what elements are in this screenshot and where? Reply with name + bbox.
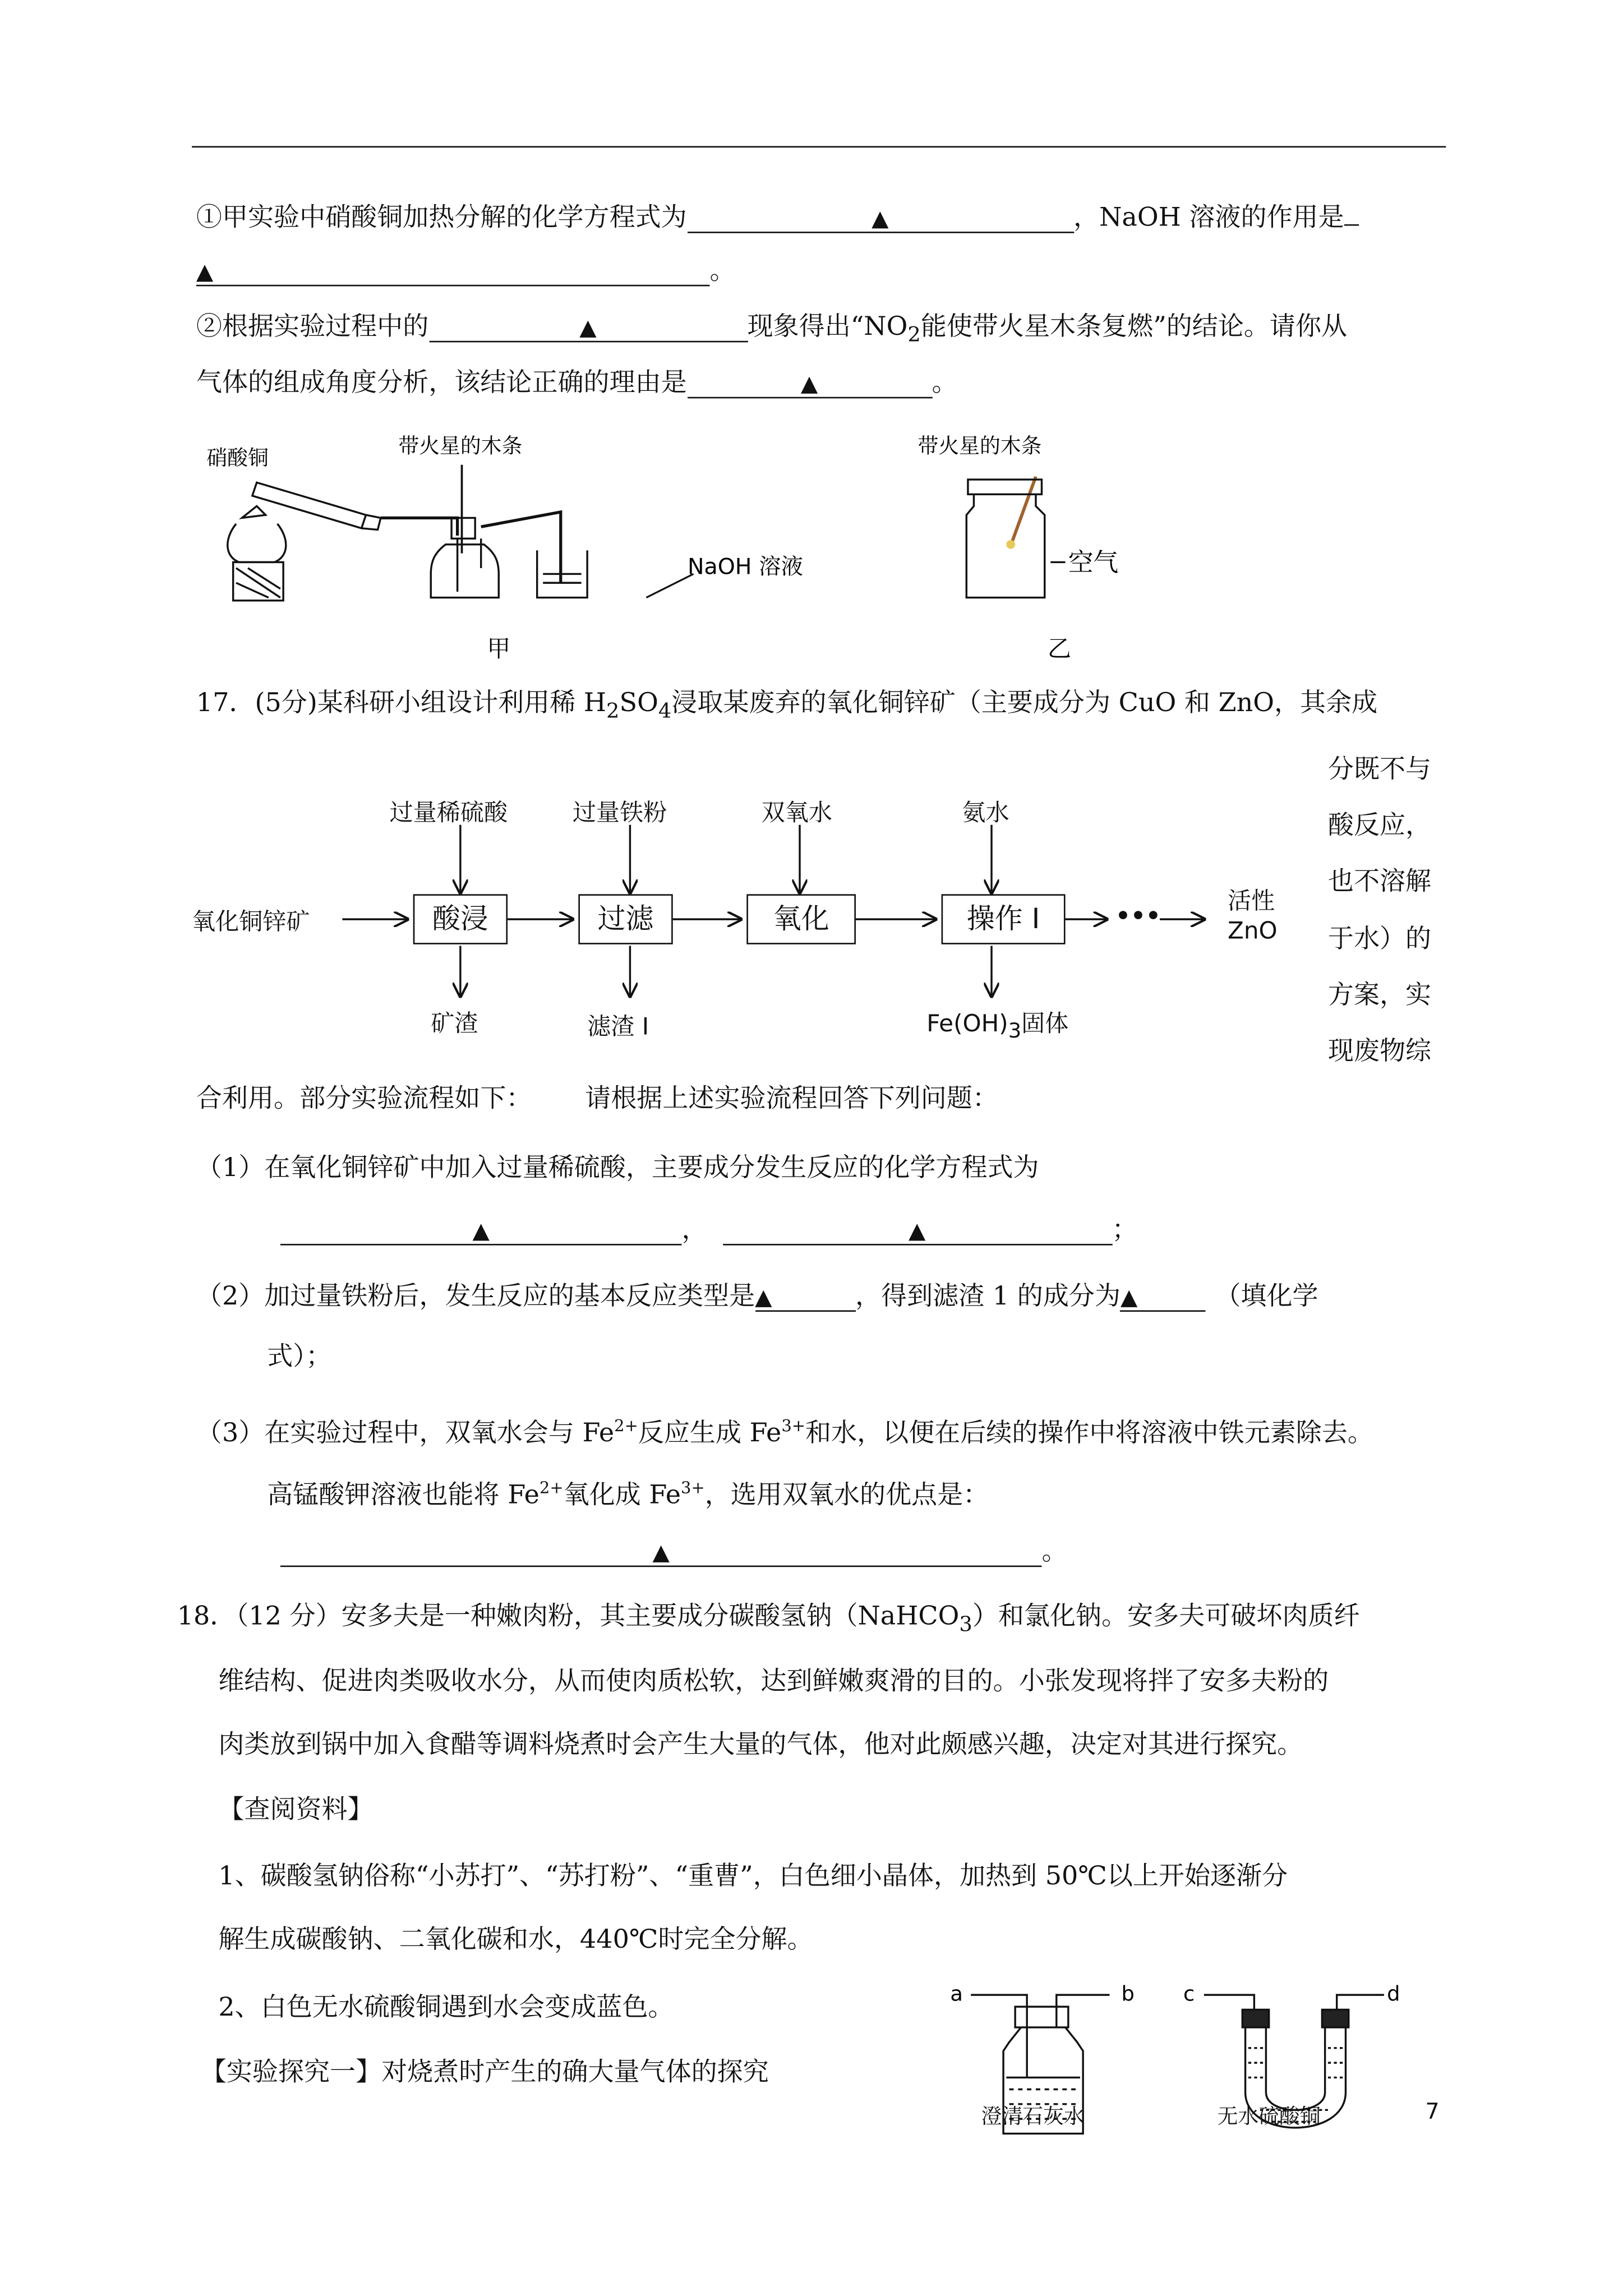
gas-bottle-icon [431, 518, 499, 597]
q16-text: ，NaOH 溶液的作用是 [1073, 204, 1344, 233]
q17-text: 。 [1041, 1537, 1068, 1567]
end-label: ZnO [1227, 916, 1278, 944]
q17-text: （2）加过量铁粉后，发生反应的基本反应类型是 [196, 1282, 755, 1312]
port-label-b: b [1121, 1981, 1135, 2006]
answer-blank[interactable] [428, 311, 747, 342]
triangle-icon: ▲ [652, 1539, 670, 1566]
answer-blank[interactable] [1121, 1281, 1206, 1312]
header-rule [192, 146, 1446, 147]
subscript: 4 [658, 700, 672, 724]
triangle-icon: ▲ [755, 1283, 772, 1311]
q17-part-3-cont [267, 1471, 989, 1514]
flow-step-operation-1: 操作 I [942, 894, 1066, 944]
q16-line-3 [196, 310, 1347, 354]
q18-line-3: 肉类放到锅中加入食醋等调料烧煮时会产生大量的气体，他对此颇感兴趣，决定对其进行探究。 [218, 1731, 1303, 1760]
q16-line-1 [196, 195, 1359, 236]
q16-text: 气体的组成角度分析，该结论正确的理由是 [196, 368, 687, 399]
label-splint-1: 带火星的木条 [398, 434, 523, 458]
q17-part-2-cont: 式）； [267, 1343, 332, 1372]
q16-text: 现象得出“NO [747, 312, 908, 343]
triangle-icon: ▲ [800, 370, 818, 397]
q18-reference-1-cont: 解生成碳酸钠、二氧化碳和水，440℃时完全分解。 [218, 1925, 813, 1956]
flow-step-filter: 过滤 [578, 894, 672, 944]
flow-input-sulfuric-acid: 过量稀硫酸 [389, 798, 508, 827]
end-label: 活性 [1227, 887, 1275, 915]
flow-input-hydrogen-peroxide: 双氧水 [761, 798, 832, 827]
q17-intro [196, 686, 1377, 730]
answer-blank[interactable] [755, 1281, 855, 1312]
gas-jar-icon [966, 480, 1044, 597]
q17-text: SO [619, 689, 658, 719]
q17-text: 请根据上述实验流程回答下列问题： [585, 1084, 998, 1114]
q17-text: 高锰酸钾溶液也能将 Fe [267, 1481, 540, 1511]
side-line: 酸反应， [1327, 812, 1432, 842]
alcohol-lamp-icon [228, 506, 286, 600]
triangle-icon: ▲ [908, 1217, 926, 1244]
side-line: 分既不与 [1327, 755, 1432, 785]
triangle-icon: ▲ [472, 1217, 490, 1244]
side-line: 方案，实 [1327, 981, 1432, 1011]
q17-text: 和水，以便在后续的操作中将溶液中铁元素除去。 [805, 1419, 1373, 1449]
side-line: 于水）的 [1327, 924, 1432, 955]
q16-text: ②根据实验过程中的 [196, 312, 429, 343]
port-label-a: a [950, 1981, 963, 2006]
triangle-icon: ▲ [579, 314, 597, 341]
flow-output-filter-residue: 滤渣 I [587, 1012, 649, 1040]
test-tube-icon [252, 482, 381, 529]
superscript: 3+ [781, 1416, 805, 1436]
label-air: 空气 [1068, 547, 1119, 578]
triangle-icon: ▲ [196, 258, 214, 285]
glowing-tip-icon [1006, 540, 1015, 549]
caption-copper-sulfate-text: 无水硫酸铜 [1217, 2105, 1321, 2129]
page-number: 7 [1425, 2098, 1440, 2125]
q17-text: 17．(5分)某科研小组设计利用稀 H [196, 689, 607, 719]
q18-reference-1: 1、碳酸氢钠俗称“小苏打”、“苏打粉”、“重曹”，白色细小晶体，加热到 50℃以上开始逐渐分 [218, 1862, 1288, 1892]
q17-text: 反应生成 Fe [638, 1419, 782, 1449]
answer-blank[interactable] [196, 255, 710, 286]
q18-text: ）和氯化钠。安多夫可破坏肉质纤 [972, 1602, 1360, 1632]
q17-text: ， [681, 1215, 708, 1246]
subscript: 3 [1008, 1020, 1022, 1044]
q17-part-3 [196, 1409, 1373, 1452]
delivery-tube-icon [381, 512, 561, 583]
q16-line-2 [196, 254, 736, 289]
q17-text: ，得到滤渣 1 的成分为 [855, 1282, 1121, 1312]
q18-heading-experiment-1: 【实验探究一】对烧煮时产生的确大量气体的探究 [200, 2058, 769, 2088]
label-naoh-solution: NaOH 溶液 [688, 554, 803, 580]
side-line: 也不溶解 [1327, 868, 1432, 898]
q17-text: 氧化成 Fe [563, 1481, 681, 1511]
port-label-c: c [1183, 1981, 1195, 2006]
subscript: 3 [959, 1613, 972, 1638]
caption-yi: 乙 [1048, 634, 1072, 662]
answer-blank[interactable] [722, 1214, 1112, 1245]
q17-text: ； [1112, 1215, 1138, 1246]
caption-jia: 甲 [487, 634, 511, 662]
q16-text: 。 [932, 368, 958, 399]
q16-text: 。 [709, 256, 736, 287]
q17-part-1-blanks [280, 1213, 1138, 1248]
flow-step-acid-leach: 酸浸 [413, 894, 508, 944]
flow-end-product [1228, 887, 1278, 946]
flow-ellipsis: ••• [1115, 901, 1161, 930]
q17-text: （填化学 [1215, 1282, 1318, 1312]
q16-text: ①甲实验中硝酸铜加热分解的化学方程式为 [196, 204, 687, 233]
q17-text: 合利用。部分实验流程如下： [196, 1084, 532, 1114]
q16-text: 能使带火星木条复燃”的结论。请你从 [920, 312, 1348, 343]
caption-limewater-text: 澄清石灰水 [981, 2105, 1085, 2129]
formula-suffix: 固体 [1021, 1009, 1069, 1038]
flow-input-ammonia: 氨水 [962, 798, 1009, 827]
q18-text: 18．（12 分）安多夫是一种嫩肉粉，其主要成分碳酸氢钠（NaHCO [177, 1602, 960, 1632]
q17-side-text [1328, 742, 1431, 1080]
splint-icon [1012, 477, 1036, 542]
label-copper-nitrate: 硝酸铜 [206, 445, 269, 470]
answer-blank[interactable] [687, 367, 932, 398]
q17-cont [196, 1082, 998, 1117]
q18-reference-2: 2、白色无水硫酸铜遇到水会变成蓝色。 [218, 1993, 674, 2023]
answer-blank[interactable] [1344, 195, 1359, 225]
q17-text: 浸取某废弃的氧化铜锌矿（主要成分为 CuO 和 ZnO，其余成 [671, 689, 1378, 719]
flow-output-ferric-hydroxide [926, 1005, 1068, 1044]
port-label-d: d [1387, 1981, 1400, 2006]
superscript: 2+ [539, 1478, 564, 1498]
q18-line-2: 维结构、促进肉类吸收水分，从而使肉质松软，达到鲜嫩爽滑的目的。小张发现将拌了安多夫粉的 [218, 1667, 1329, 1697]
answer-blank[interactable] [280, 1536, 1042, 1567]
q18-line-1 [177, 1599, 1360, 1643]
answer-blank[interactable] [280, 1214, 682, 1245]
subscript: 2 [606, 700, 620, 724]
q16-line-4 [196, 366, 958, 401]
q17-text: （3）在实验过程中，双氧水会与 Fe [196, 1419, 615, 1449]
flow-start-label: 氧化铜锌矿 [192, 907, 310, 936]
q17-part-2 [196, 1279, 1318, 1315]
formula: Fe(OH) [926, 1009, 1008, 1038]
triangle-icon: ▲ [872, 205, 889, 232]
superscript: 2+ [614, 1416, 638, 1436]
side-line: 现废物综 [1327, 1037, 1432, 1067]
flow-input-iron-powder: 过量铁粉 [572, 798, 667, 827]
triangle-icon: ▲ [1120, 1283, 1138, 1311]
subscript: 2 [907, 324, 921, 348]
label-splint-2: 带火星的木条 [917, 434, 1042, 458]
flow-step-oxidize: 氧化 [746, 894, 856, 944]
process-flowchart [192, 790, 1298, 1055]
flow-output-slag: 矿渣 [431, 1009, 478, 1038]
superscript: 3+ [681, 1478, 705, 1498]
apparatus-figure-jia-yi [192, 421, 1181, 671]
q18-heading-references: 【查阅资料】 [218, 1795, 374, 1825]
q17-part-1: （1）在氧化铜锌矿中加入过量稀硫酸，主要成分发生反应的化学方程式为 [196, 1154, 1039, 1184]
q17-text: ，选用双氧水的优点是： [704, 1481, 989, 1511]
answer-blank[interactable] [687, 202, 1073, 233]
q17-part-3-blank [280, 1534, 1068, 1570]
